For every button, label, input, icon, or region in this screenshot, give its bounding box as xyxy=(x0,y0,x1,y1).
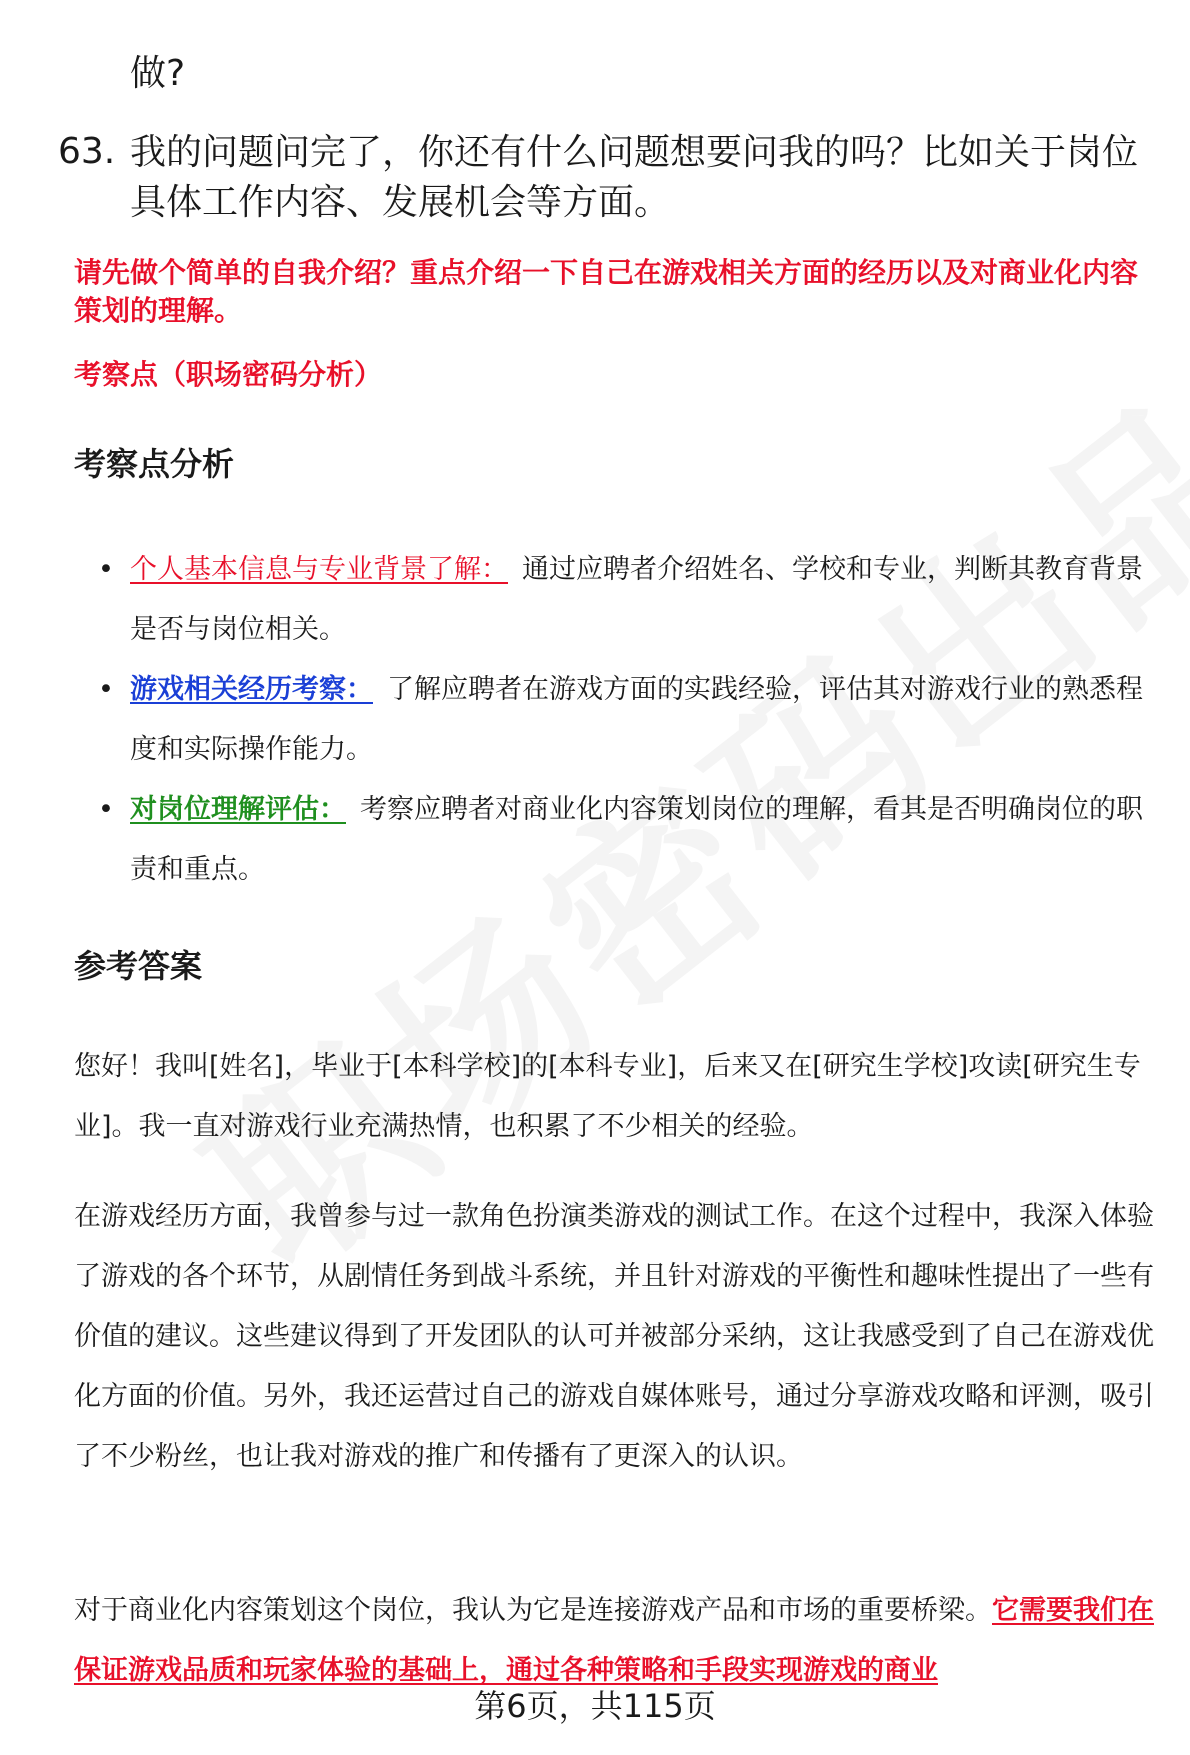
analysis-term: 对岗位理解评估： xyxy=(130,794,346,825)
bullet-dot-icon: • xyxy=(98,674,114,705)
highlight-question: 请先做个简单的自我介绍？重点介绍一下自己在游戏相关方面的经历以及对商业化内容策划的理解。 xyxy=(74,256,1139,327)
analysis-point xyxy=(94,780,1164,900)
bullet-dot-icon: • xyxy=(98,554,114,585)
question-63-number: 63. xyxy=(58,131,116,172)
analysis-term: 游戏相关经历考察： xyxy=(130,674,373,705)
answer-paragraph-3 xyxy=(74,1581,1164,1701)
page-footer: 第6页，共115页 xyxy=(474,1687,716,1725)
analysis-list xyxy=(94,540,1164,900)
analysis-term: 个人基本信息与专业背景了解： xyxy=(130,554,508,585)
analysis-text: 了解应聘者在游戏方面的实践经验，评估其对游戏行业的熟悉程度和实际操作能力。 xyxy=(130,674,1143,765)
analysis-heading: 考察点分析 xyxy=(74,445,235,483)
analysis-text: 考察应聘者对商业化内容策划岗位的理解，看其是否明确岗位的职责和重点。 xyxy=(130,794,1143,885)
question-63-text: 我的问题问完了，你还有什么问题想要问我的吗？比如关于岗位具体工作内容、发展机会等方面。 xyxy=(130,132,1139,223)
inspection-points-label: 考察点（职场密码分析） xyxy=(74,358,383,391)
question-62-continuation: 做? xyxy=(130,53,186,94)
analysis-text: 通过应聘者介绍姓名、学校和专业，判断其教育背景是否与岗位相关。 xyxy=(130,554,1143,645)
answer-paragraph-1: 您好！我叫[姓名]，毕业于[本科学校]的[本科专业]，后来又在[研究生学校]攻读[研究生专业]。我一直对游戏行业充满热情，也积累了不少相关的经验。 xyxy=(74,1051,1141,1142)
answer-paragraph-2: 在游戏经历方面，我曾参与过一款角色扮演类游戏的测试工作。在这个过程中，我深入体验了游戏的各个环节，从剧情任务到战斗系统，并且针对游戏的平衡性和趣味性提出了一些有价值的建议。这些建议得到了开发团队的认可并被部分采纳，这让我感受到了自己在游戏优化方面的价值。另外，我还运营过自己的游戏自媒体账号，通过分享游戏攻略和评测，吸引了不少粉丝，也让我对游戏的推广和传播有了更深入的认识。 xyxy=(74,1201,1154,1472)
analysis-point xyxy=(94,660,1164,780)
bullet-dot-icon: • xyxy=(98,794,114,825)
analysis-point xyxy=(94,540,1164,660)
answer-paragraph-3-highlight: 它需要我们在保证游戏品质和玩家体验的基础上，通过各种策略和手段实现游戏的商业 xyxy=(74,1595,1154,1686)
answer-paragraph-3-plain: 对于商业化内容策划这个岗位，我认为它是连接游戏产品和市场的重要桥梁。 xyxy=(74,1595,992,1626)
answer-heading: 参考答案 xyxy=(74,947,203,985)
